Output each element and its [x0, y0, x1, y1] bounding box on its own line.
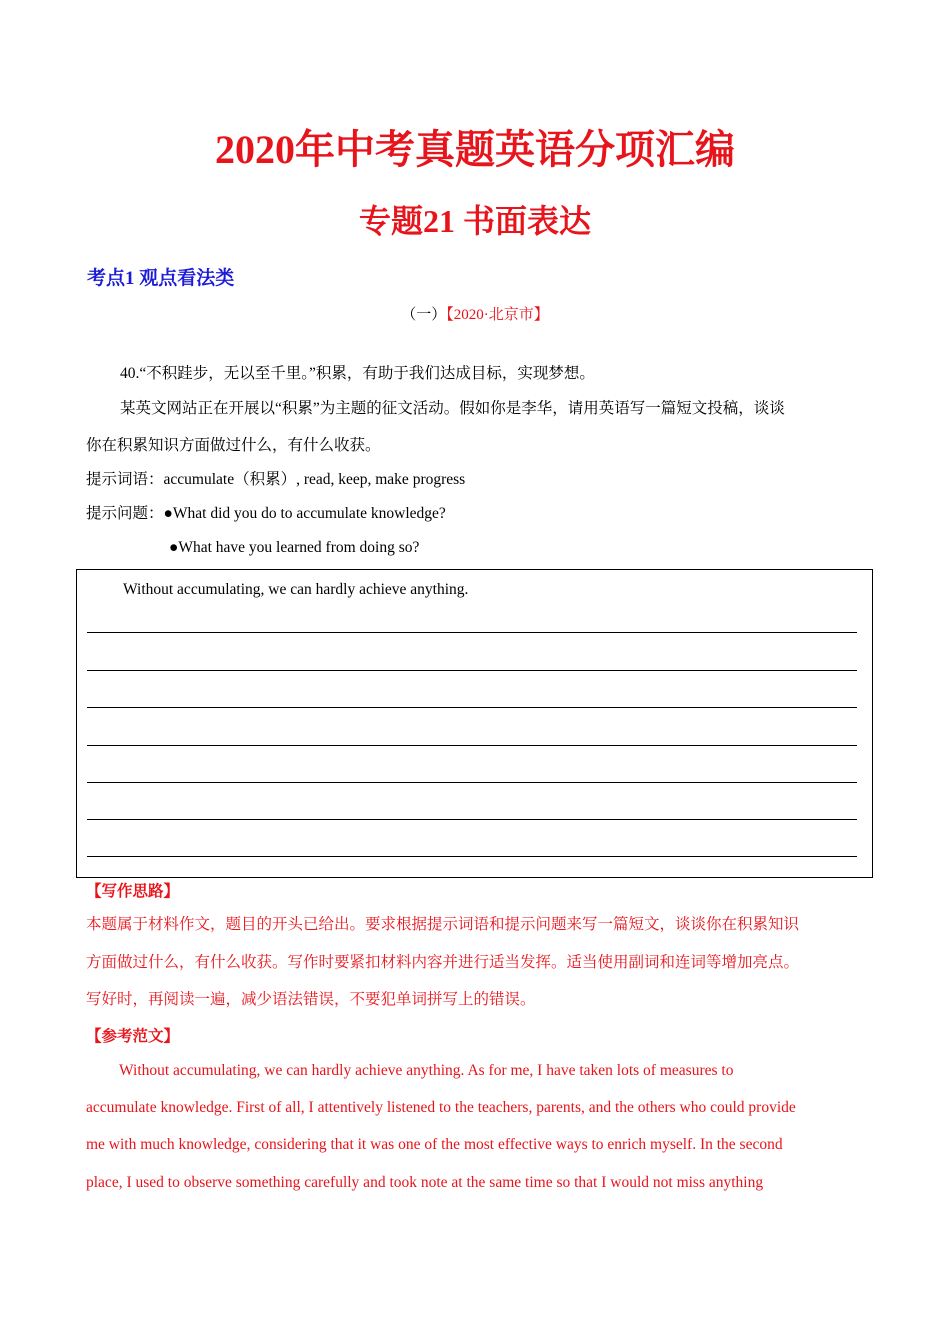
hint-questions-label: 提示问题： [86, 505, 164, 522]
source-line [0, 304, 950, 326]
sample-line-4: place, I used to observe something carefully and took note at the same time so that I would not miss anything [86, 1174, 764, 1191]
hint-question-1: ●What did you do to accumulate knowledge? [163, 505, 446, 522]
writing-tips-line-1: 本题属于材料作文，题目的开头已给出。要求根据提示词语和提示问题来写一篇短文，谈谈你在积累知识 [86, 916, 800, 933]
question-line-3: 你在积累知识方面做过什么，有什么收获。 [86, 437, 381, 454]
answer-rule [87, 707, 857, 708]
answer-rule [87, 782, 857, 783]
document-subtitle: 专题21 书面表达 [358, 203, 591, 239]
source-prefix: （一） [401, 307, 447, 323]
section-title: 考点1 观点看法类 [87, 268, 235, 289]
sample-line-1: Without accumulating, we can hardly achieve anything. As for me, I have taken lots of measures to [119, 1062, 734, 1079]
answer-box [76, 569, 873, 878]
writing-tips-line-2: 方面做过什么，有什么收获。写作时要紧扣材料内容并进行适当发挥。适当使用副词和连词等增加亮点。 [86, 954, 800, 971]
answer-rule [87, 819, 857, 820]
sample-line-2: accumulate knowledge. First of all, I attentively listened to the teachers, parents, and the others who could provide [86, 1099, 796, 1116]
answer-rule [87, 856, 857, 857]
document-title: 2020年中考真题英语分项汇编 [215, 127, 735, 172]
question-line-1: 40.“不积跬步，无以至千里。”积累，有助于我们达成目标，实现梦想。 [120, 365, 595, 382]
writing-tips-heading: 【写作思路】 [86, 883, 180, 900]
answer-rule [87, 670, 857, 671]
answer-rule [87, 745, 857, 746]
answer-rule [87, 632, 857, 633]
hint-questions-row [86, 503, 446, 525]
hint-words: 提示词语：accumulate（积累）, read, keep, make progress [86, 471, 466, 488]
writing-tips-line-3: 写好时，再阅读一遍，减少语法错误，不要犯单词拼写上的错误。 [86, 991, 536, 1008]
sample-heading: 【参考范文】 [86, 1028, 180, 1045]
question-line-2: 某英文网站正在开展以“积累”为主题的征文活动。假如你是李华，请用英语写一篇短文投稿，谈谈 [120, 400, 785, 417]
hint-question-2: ●What have you learned from doing so? [169, 539, 420, 556]
answer-first-line: Without accumulating, we can hardly achieve anything. [123, 581, 469, 598]
source-tag: 【2020·北京市】 [446, 307, 549, 323]
sample-line-3: me with much knowledge, considering that it was one of the most effective ways to enrich myself. In the second [86, 1136, 783, 1153]
